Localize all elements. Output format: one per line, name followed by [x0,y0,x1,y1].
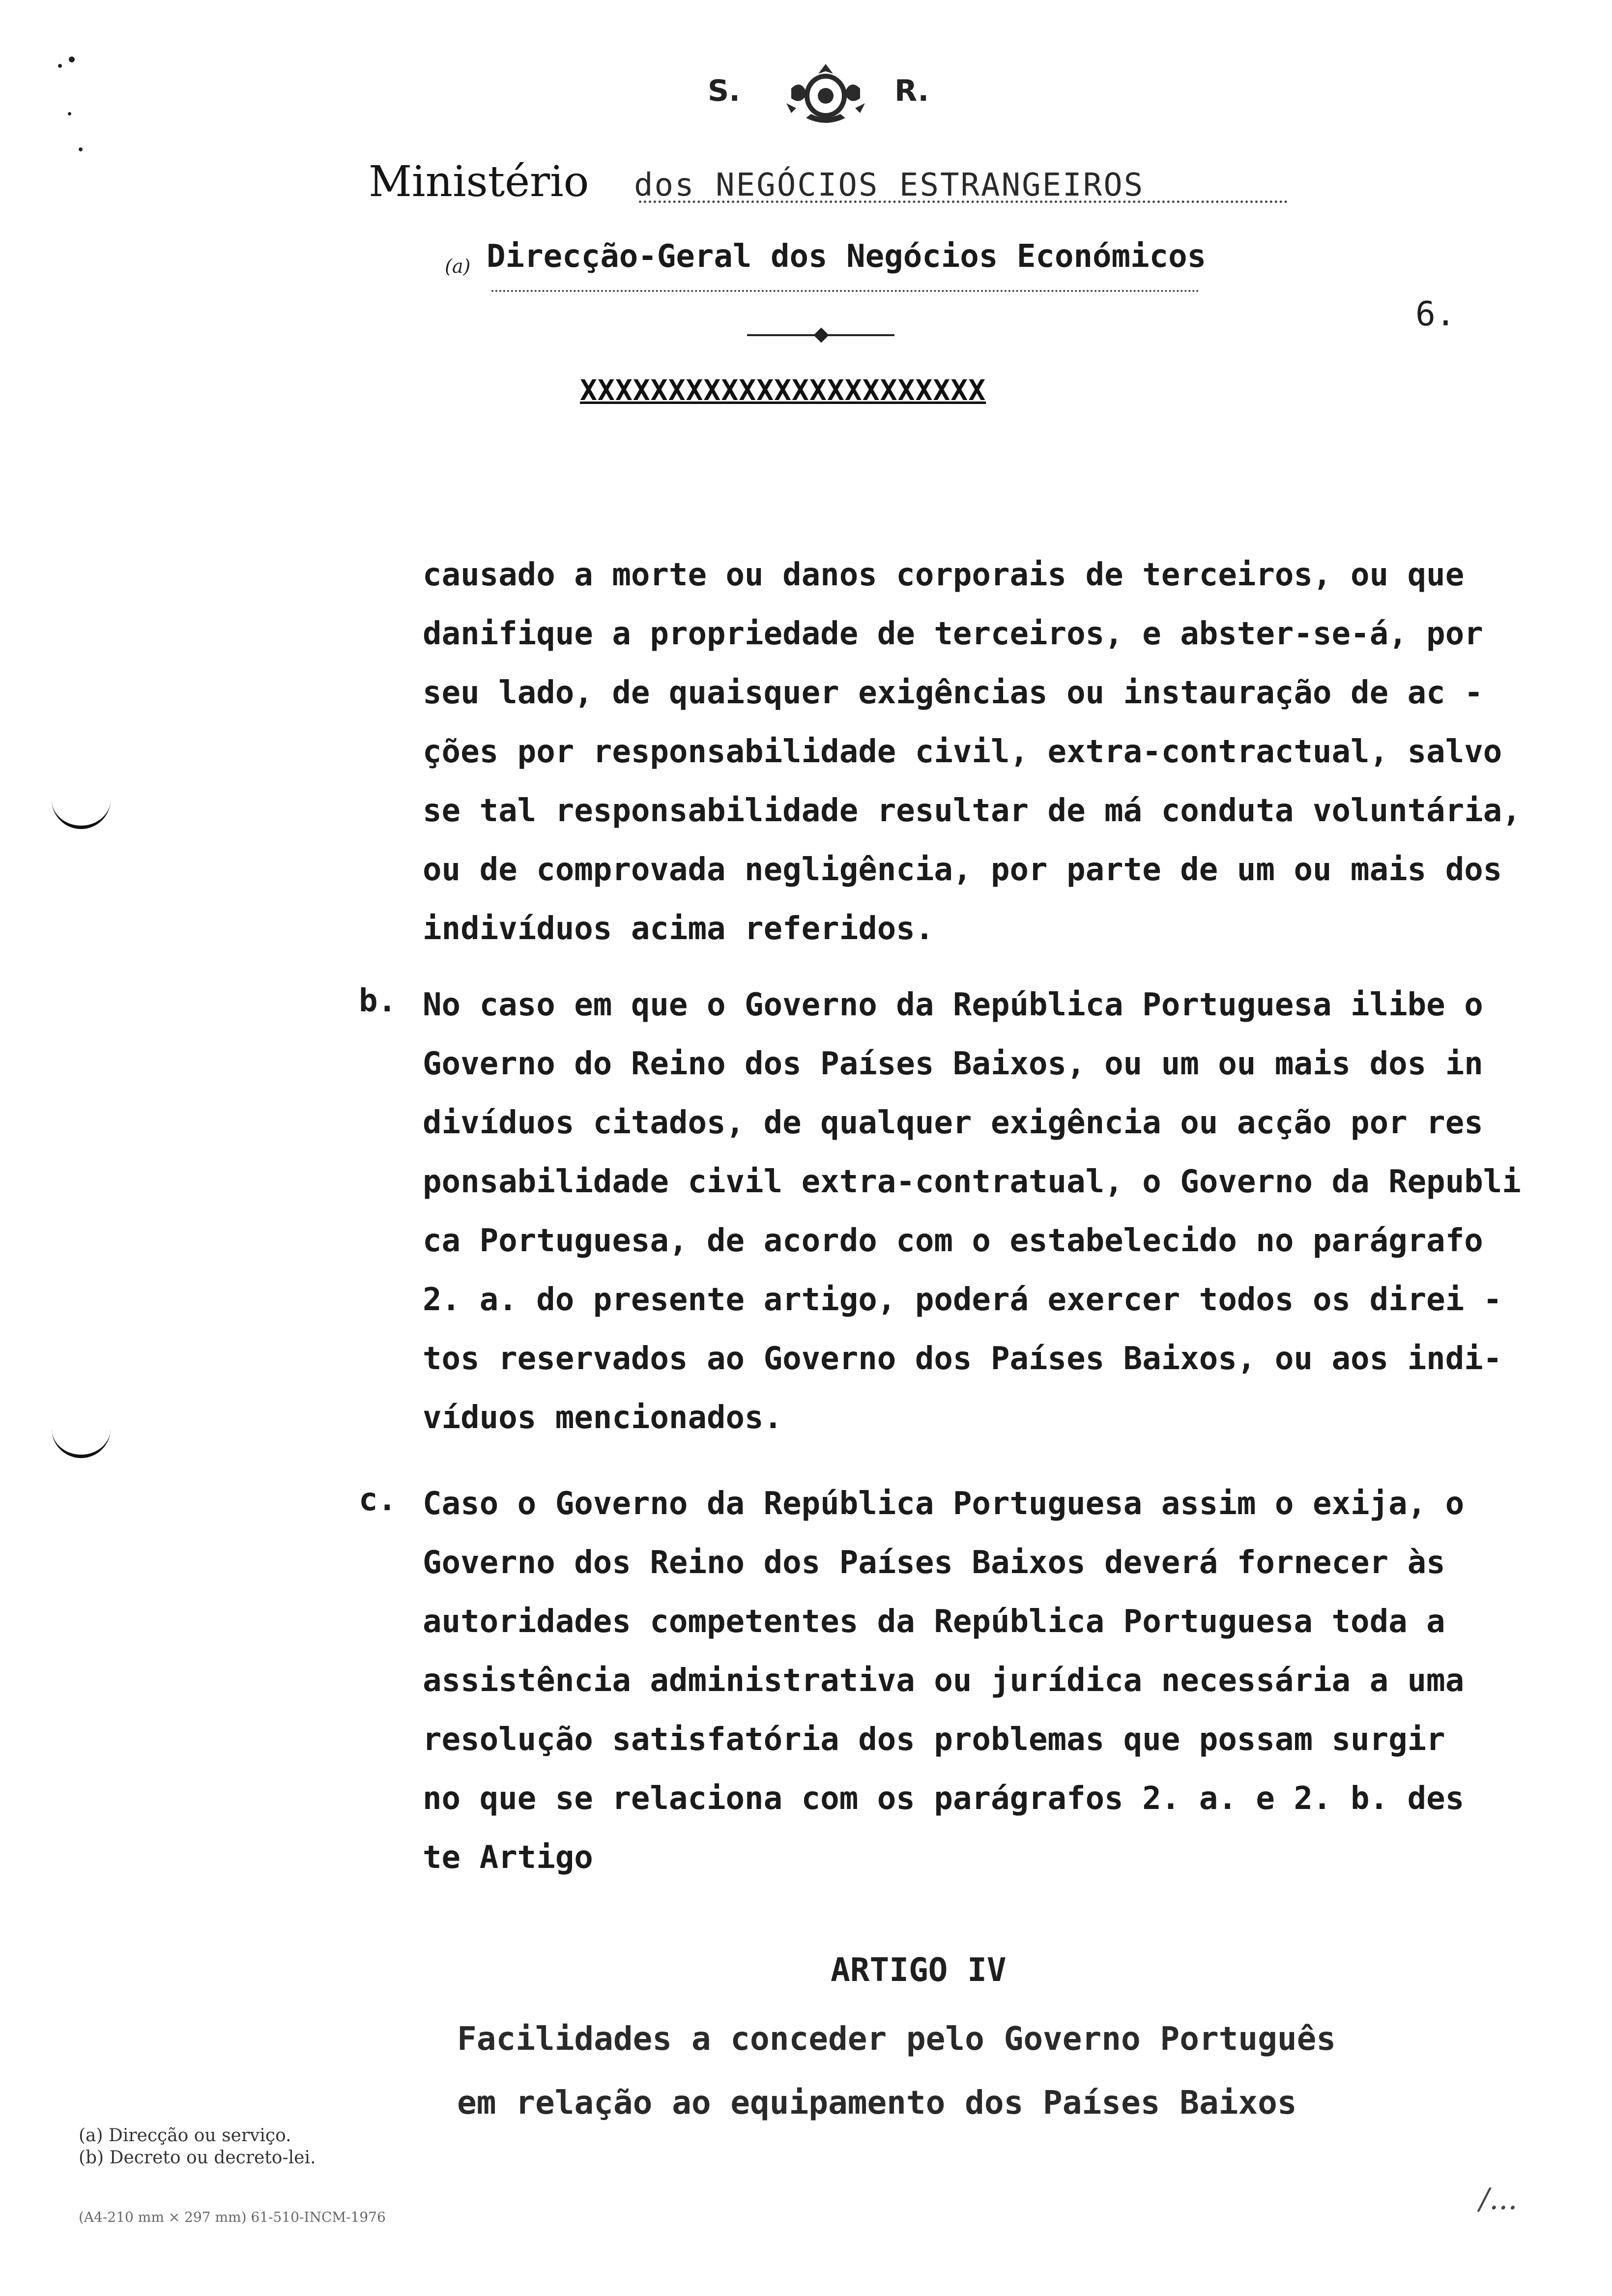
text-line: No caso em que o Governo da República Portuguesa ilibe o [423,987,1483,1023]
struck-out-line: XXXXXXXXXXXXXXXXXXXXXXX [580,373,986,407]
margin-mark [58,64,62,68]
margin-mark [79,147,83,151]
text-line: causado a morte ou danos corporais de terceiros, ou que [423,557,1465,593]
ministry-label: Ministério [369,157,589,206]
coat-of-arms-emblem-icon [777,59,875,128]
text-line: ponsabilidade civil extra-contratual, o Governo da Republi [423,1164,1521,1200]
footnote-b: (b) Decreto ou decreto-lei. [79,2148,316,2168]
margin-mark [68,112,71,115]
footnote-a: (a) Direcção ou serviço. [79,2125,291,2146]
text-line: no que se relaciona com os parágrafos 2. a. e 2. b. des [423,1780,1465,1817]
text-line: ções por responsabilidade civil, extra-contractual, salvo [423,734,1502,770]
page-number: 6. [1415,295,1456,334]
punch-hole-mark [52,796,111,829]
text-line: Governo dos Reino dos Países Baixos deverá fornecer às [423,1545,1445,1581]
divider-diamond [813,327,829,343]
text-line: 2. a. do presente artigo, poderá exercer todos os direi - [423,1282,1502,1318]
text-line: Caso o Governo da República Portuguesa assim o exija, o [423,1486,1465,1522]
item-b-paragraph [423,976,1568,1447]
text-line: divíduos citados, de qualquer exigência ou acção por res [423,1105,1483,1141]
article-heading: ARTIGO IV [831,1951,1007,1989]
article-subtitle-line: em relação ao equipamento dos Países Baixos [457,2084,1297,2122]
continuation-mark: /... [1479,2182,1518,2216]
punch-hole-mark [52,1425,111,1458]
margin-mark [69,57,75,62]
item-c-paragraph [423,1474,1568,1887]
text-line: te Artigo [423,1839,593,1876]
footnote-marker-a: (a) [445,256,471,277]
text-line: víduos mencionados. [423,1400,783,1436]
article-subtitle-line: Facilidades a conceder pelo Governo Português [457,2020,1336,2058]
letterhead-s: S. [708,74,741,108]
text-line: autoridades competentes da República Portuguesa toda a [423,1604,1445,1640]
item-c-label: c. [359,1482,397,1518]
text-line: ca Portuguesa, de acordo com o estabelecido no parágrafo [423,1223,1483,1259]
intro-paragraph [423,545,1568,958]
print-info: (A4-210 mm × 297 mm) 61-510-INCM-1976 [79,2209,386,2225]
text-line: assistência administrativa ou jurídica necessária a uma [423,1663,1465,1699]
letterhead-r: R. [894,74,929,108]
text-line: indivíduos acima referidos. [423,911,934,947]
text-line: tos reservados ao Governo dos Países Baixos, ou aos indi- [423,1341,1502,1377]
text-line: danifique a propriedade de terceiros, e abster-se-á, por [423,616,1483,652]
text-line: se tal responsabilidade resultar de má conduta voluntária, [423,793,1521,829]
text-line: ou de comprovada negligência, por parte de um ou mais dos [423,852,1502,888]
item-b-label: b. [359,983,397,1019]
ministry-name: dos NEGÓCIOS ESTRANGEIROS [634,167,1145,203]
text-line: seu lado, de quaisquer exigências ou instauração de ac - [423,675,1483,711]
text-line: Governo do Reino dos Países Baixos, ou um ou mais dos in [423,1046,1483,1082]
text-line: resolução satisfatória dos problemas que possam surgir [423,1722,1445,1758]
directorate-name: Direcção-Geral dos Negócios Económicos [487,238,1207,275]
